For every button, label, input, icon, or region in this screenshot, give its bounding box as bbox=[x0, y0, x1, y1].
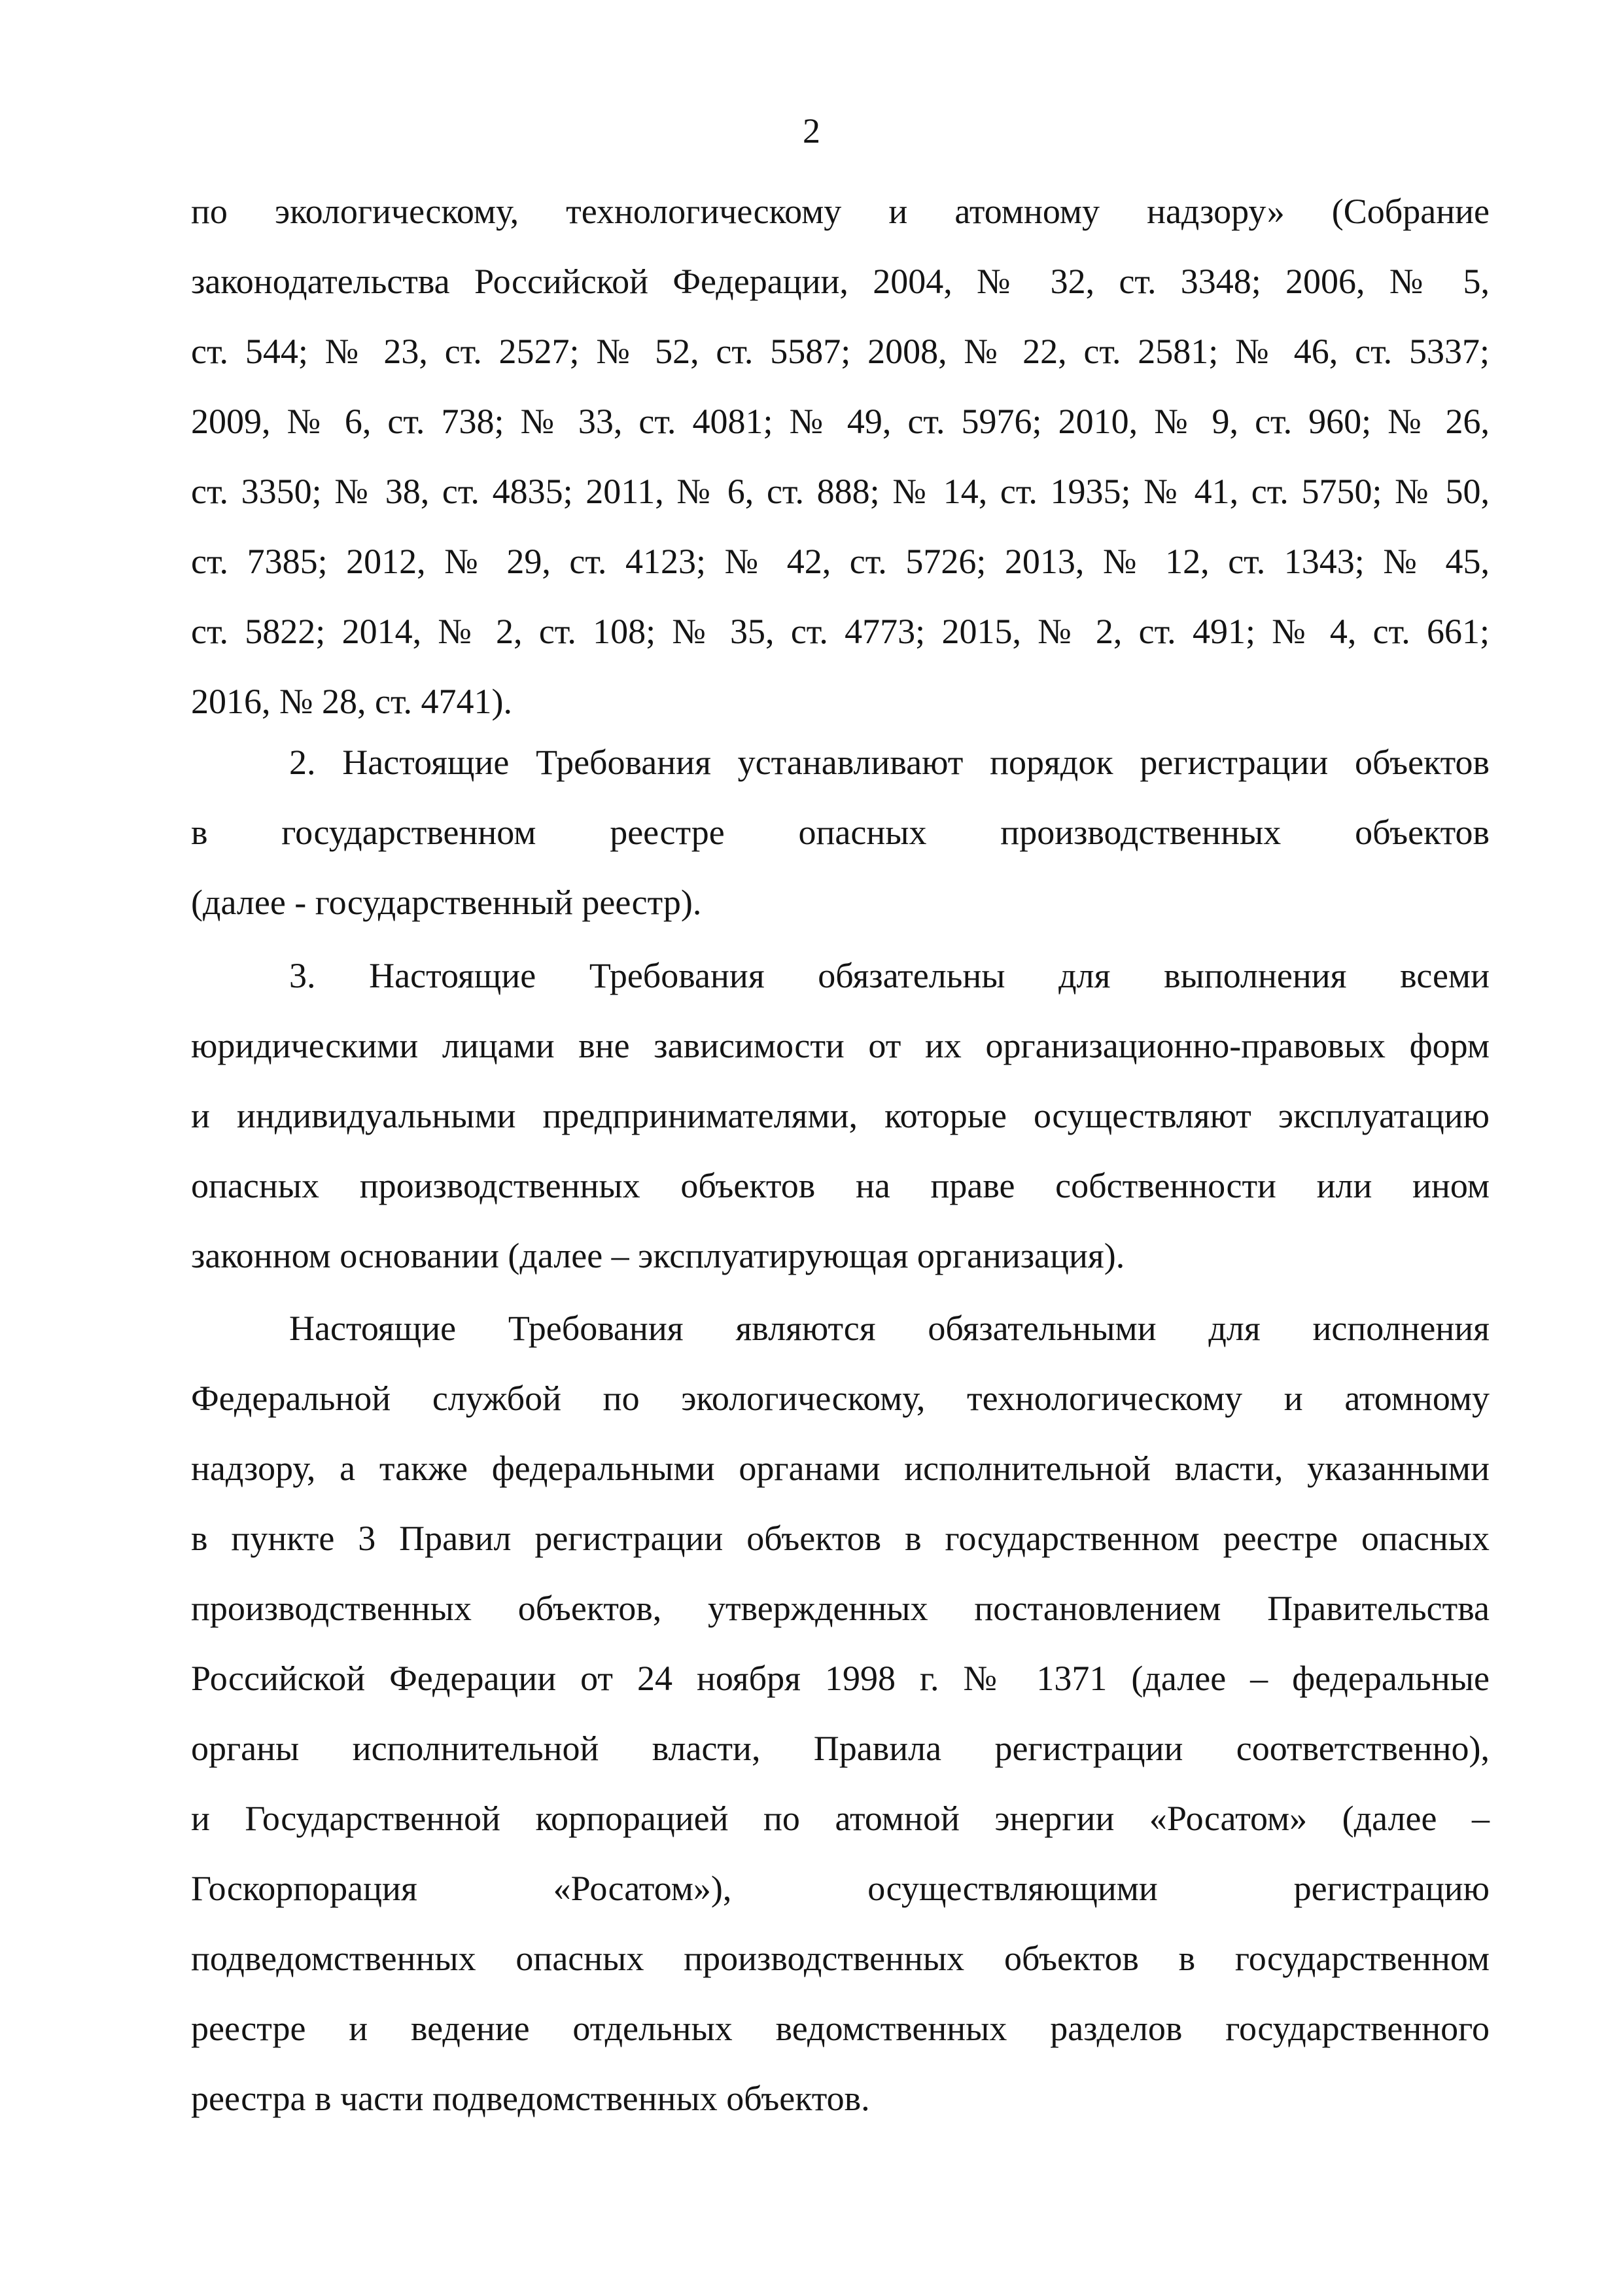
text-line: и индивидуальными предпринимателями, которые осуществляют эксплуатацию bbox=[191, 1096, 1490, 1135]
text-line: ст. 544; № 23, ст. 2527; № 52, ст. 5587; 2008, № 22, ст. 2581; № 46, ст. 5337; bbox=[191, 332, 1490, 371]
text-line: опасных производственных объектов на праве собственности или ином bbox=[191, 1166, 1490, 1205]
text-line: надзору, а также федеральными органами исполнительной власти, указанными bbox=[191, 1449, 1490, 1488]
text-line: 2. Настоящие Требования устанавливают порядок регистрации объектов bbox=[289, 743, 1490, 782]
paragraph-4 bbox=[191, 1294, 1490, 2134]
text-line: 2016, № 28, ст. 4741). bbox=[191, 682, 513, 721]
text-line: в государственном реестре опасных производственных объектов bbox=[191, 813, 1490, 852]
text-line: Федеральной службой по экологическому, технологическому и атомному bbox=[191, 1379, 1490, 1418]
paragraph-legal-references bbox=[191, 177, 1490, 737]
paragraph-3 bbox=[191, 941, 1490, 1291]
text-line: законном основании (далее – эксплуатирующая организация). bbox=[191, 1236, 1125, 1275]
text-line: органы исполнительной власти, Правила регистрации соответственно), bbox=[191, 1729, 1490, 1768]
text-line: реестре и ведение отдельных ведомственных разделов государственного bbox=[191, 2009, 1490, 2048]
text-line: 2009, № 6, ст. 738; № 33, ст. 4081; № 49, ст. 5976; 2010, № 9, ст. 960; № 26, bbox=[191, 402, 1490, 441]
text-line: Российской Федерации от 24 ноября 1998 г. № 1371 (далее – федеральные bbox=[191, 1659, 1490, 1698]
text-line: юридическими лицами вне зависимости от их организационно-правовых форм bbox=[191, 1026, 1490, 1065]
text-line: и Государственной корпорацией по атомной энергии «Росатом» (далее – bbox=[191, 1799, 1490, 1838]
text-line: по экологическому, технологическому и атомному надзору» (Собрание bbox=[191, 192, 1490, 231]
text-line: реестра в части подведомственных объектов. bbox=[191, 2079, 870, 2118]
text-line: ст. 3350; № 38, ст. 4835; 2011, № 6, ст. 888; № 14, ст. 1935; № 41, ст. 5750; № 50, bbox=[191, 472, 1490, 511]
text-line: подведомственных опасных производственных объектов в государственном bbox=[191, 1939, 1490, 1978]
text-line: в пункте 3 Правил регистрации объектов в государственном реестре опасных bbox=[191, 1519, 1490, 1558]
text-line: 3. Настоящие Требования обязательны для выполнения всеми bbox=[289, 956, 1490, 995]
text-line: (далее - государственный реестр). bbox=[191, 883, 702, 922]
text-line: ст. 5822; 2014, № 2, ст. 108; № 35, ст. 4773; 2015, № 2, ст. 491; № 4, ст. 661; bbox=[191, 612, 1490, 651]
page-number: 2 bbox=[803, 111, 820, 150]
text-line: Госкорпорация «Росатом»), осуществляющими регистрацию bbox=[191, 1869, 1490, 1908]
text-line: производственных объектов, утвержденных постановлением Правительства bbox=[191, 1589, 1490, 1628]
text-line: Настоящие Требования являются обязательными для исполнения bbox=[289, 1309, 1490, 1348]
text-line: законодательства Российской Федерации, 2004, № 32, ст. 3348; 2006, № 5, bbox=[191, 262, 1490, 301]
paragraph-2 bbox=[191, 728, 1490, 938]
text-line: ст. 7385; 2012, № 29, ст. 4123; № 42, ст. 5726; 2013, № 12, ст. 1343; № 45, bbox=[191, 542, 1490, 581]
